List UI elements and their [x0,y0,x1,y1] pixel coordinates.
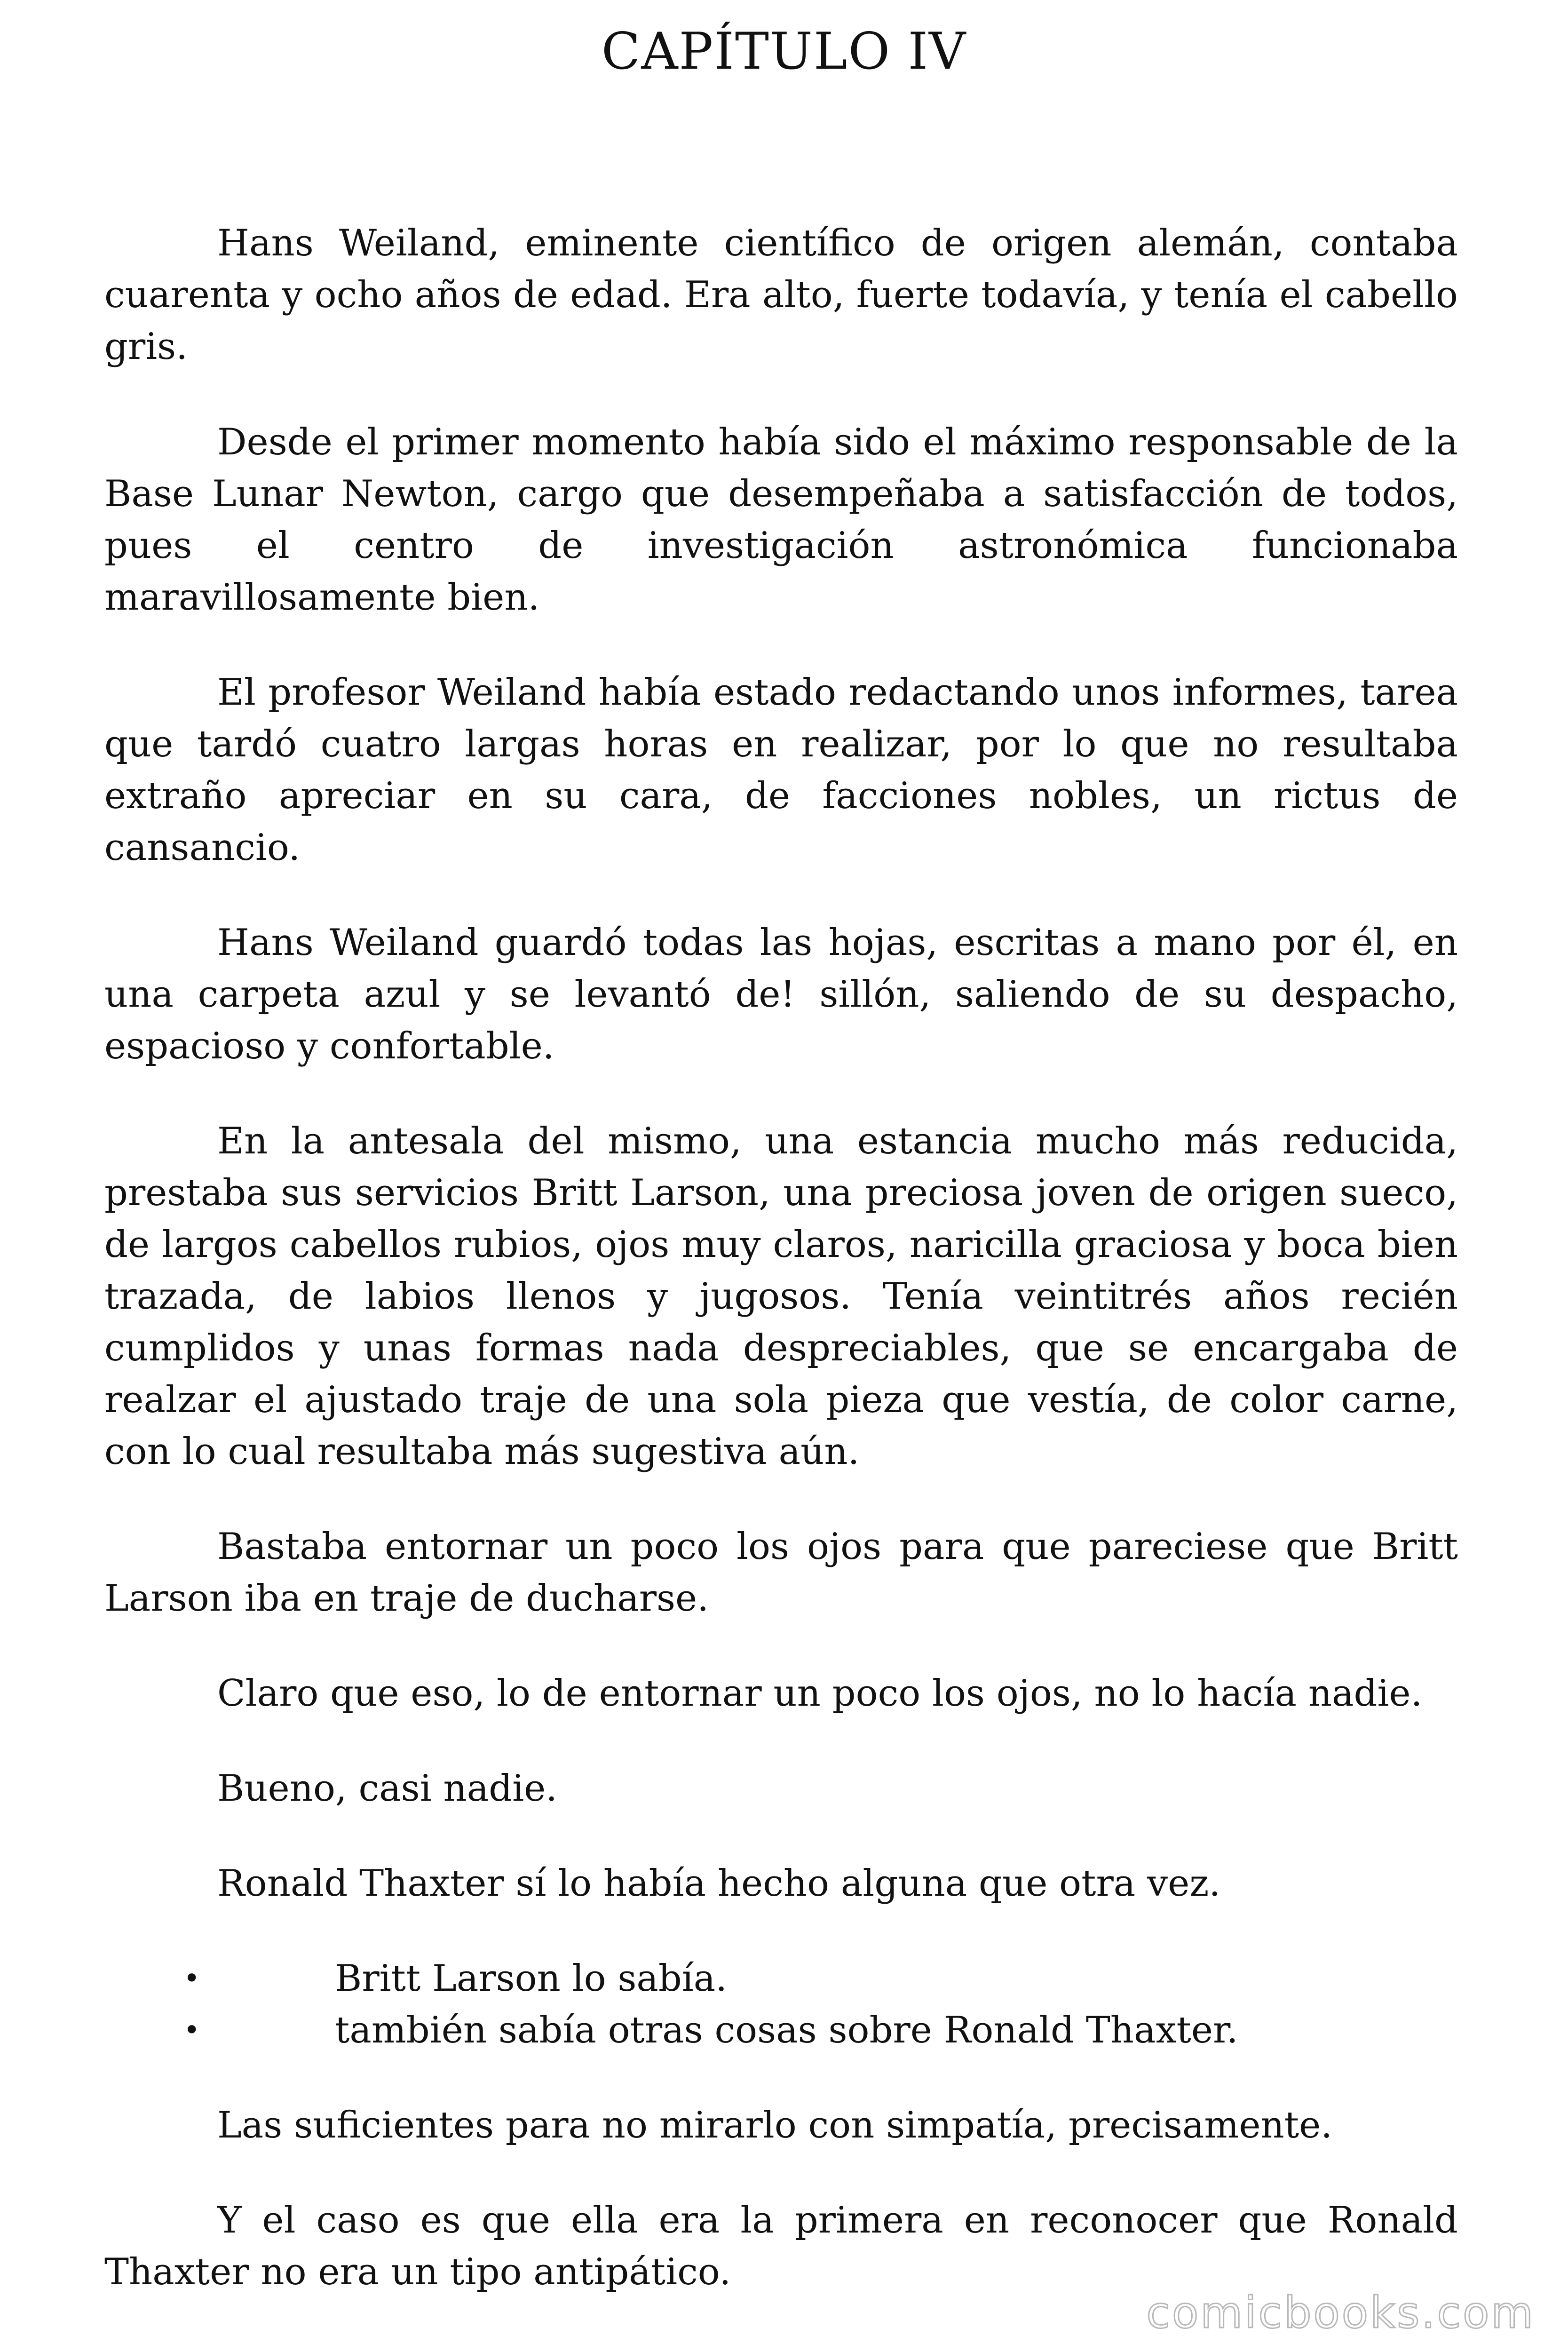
paragraph: Hans Weiland, eminente científico de origen alemán, contaba cuarenta y ocho años de edad. Era alto, fuerte todavía, y tenía el cabello gris. [104,222,1458,368]
bullet-text: también sabía otras cosas sobre Ronald Thaxter. [335,2009,1238,2051]
bullet-item [104,2004,1458,2056]
paragraph: El profesor Weiland había estado redactando unos informes, tarea que tardó cuatro largas horas en realizar, por lo que no resultaba extraño apreciar en su cara, de facciones nobles, un rictus de cansancio. [104,671,1458,869]
paragraph: Bueno, casi nadie. [217,1767,558,1810]
paragraph: Y el caso es que ella era la primera en reconocer que Ronald Thaxter no era un tipo antipático. [104,2199,1458,2293]
chapter-body [104,217,1458,2341]
paragraph: En la antesala del mismo, una estancia mucho más reducida, prestaba sus servicios Britt Larson, una preciosa joven de origen sueco, de largos cabellos rubios, ojos muy claros, naricilla graciosa y boca bien trazada, de labios llenos y jugosos. Tenía veintitrés años recién cumplidos y unas formas nada despreciables, que se encargaba de realzar el ajustado traje de una sola pieza que vestía, de color carne, con lo cual resultaba más sugestiva aún. [104,1120,1458,1473]
bullet-marker: • [183,1962,200,1995]
bullet-item [104,1953,1458,2004]
paragraph: Desde el primer momento había sido el máximo responsable de la Base Lunar Newton, cargo que desempeñaba a satisfacción de todos, pues el centro de investigación astronómica funcionaba maravillosamente bien. [104,421,1458,619]
bullet-text: Britt Larson lo sabía. [335,1957,728,2000]
bullet-list [104,1953,1458,2056]
paragraph: Las suficientes para no mirarlo con simpatía, precisamente. [217,2104,1333,2146]
chapter-title: CAPÍTULO IV [601,22,967,81]
paragraph: Bastaba entornar un poco los ojos para que pareciese que Britt Larson iba en traje de ducharse. [104,1526,1458,1620]
paragraph: Hans Weiland guardó todas las hojas, escritas a mano por él, en una carpeta azul y se levantó de! sillón, saliendo de su despacho, espacioso y confortable. [104,922,1458,1067]
paragraph: Ronald Thaxter sí lo había hecho alguna que otra vez. [217,1862,1221,1905]
bullet-marker: • [183,2014,200,2047]
watermark-logo: comicbooks.com [1146,2288,1535,2338]
paragraph: Claro que eso, lo de entornar un poco los ojos, no lo hacía nadie. [217,1672,1423,1715]
